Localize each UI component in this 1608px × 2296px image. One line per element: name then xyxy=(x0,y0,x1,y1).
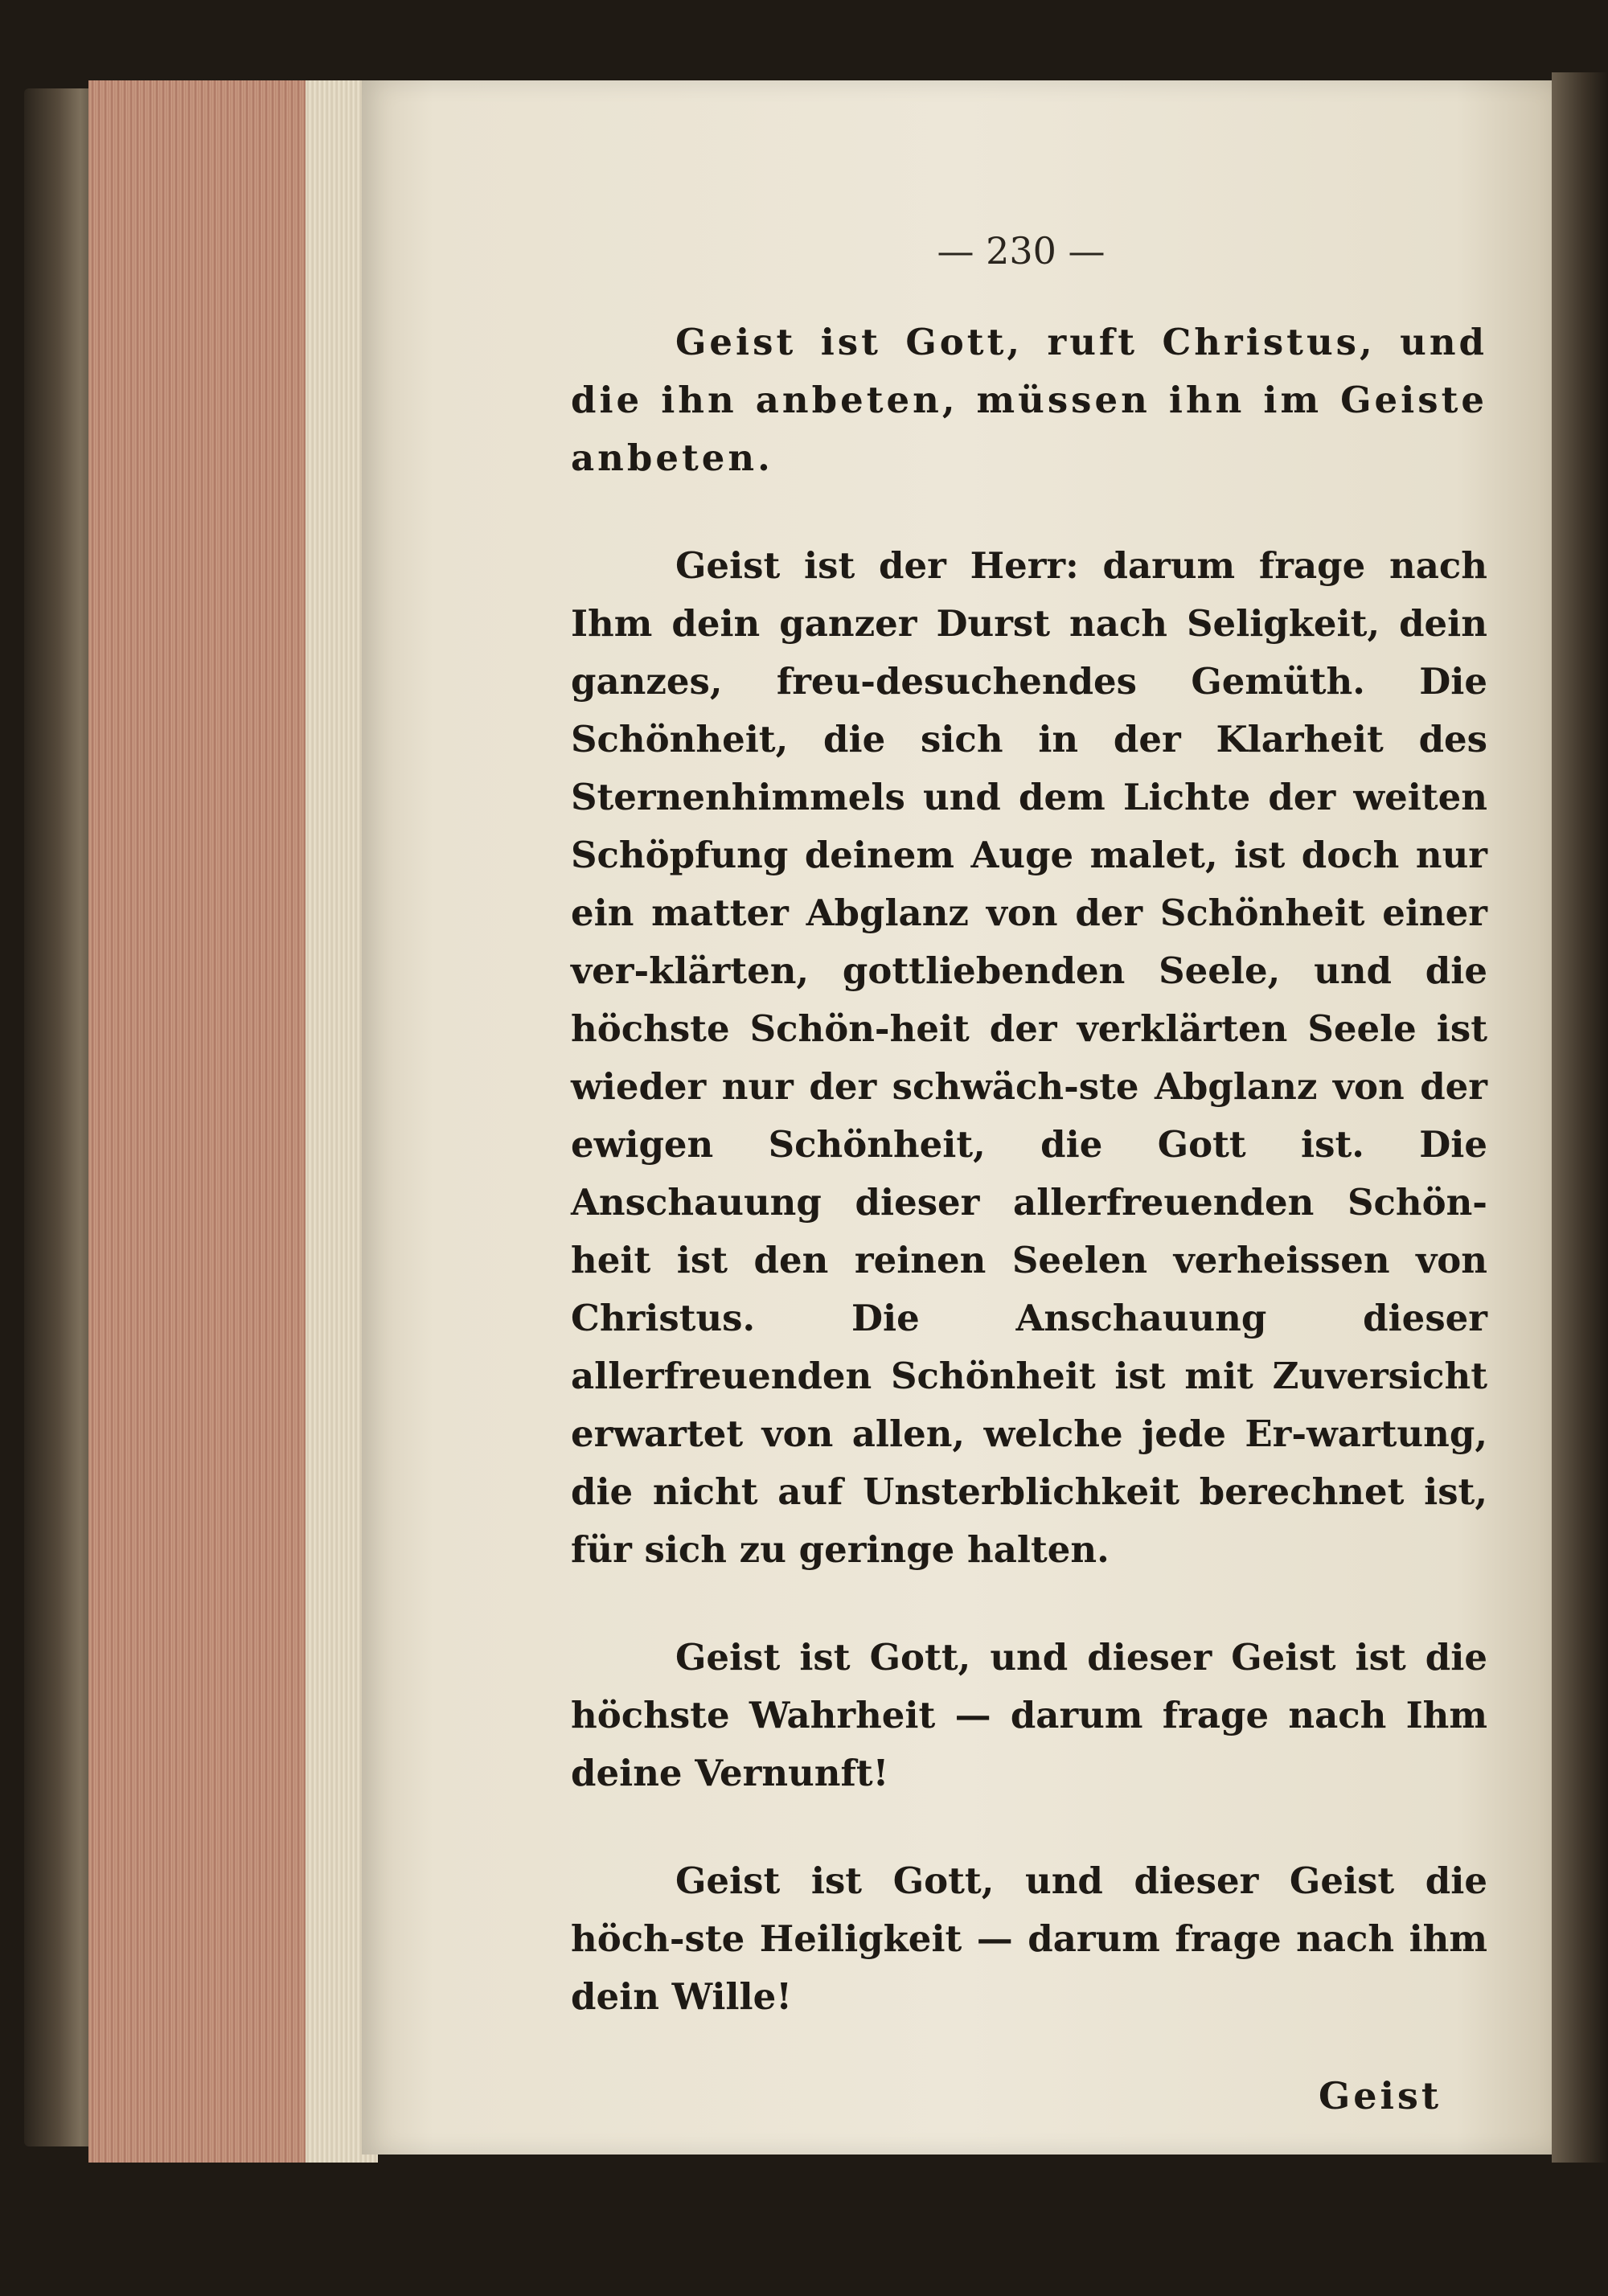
page-text xyxy=(571,314,1487,2026)
facing-page-edge xyxy=(1552,72,1608,2163)
page-number: — 230 — xyxy=(937,229,1106,273)
catchword: Geist xyxy=(1319,2074,1442,2118)
paragraph-1: Geist ist Gott, ruft Christus, und die ihn anbeten, müssen ihn im Geiste anbeten. xyxy=(571,321,1487,479)
paragraph-4: Geist ist Gott, und dieser Geist die höch-ste Heiligkeit — darum frage nach ihm dein Wille! xyxy=(571,1859,1487,2018)
paragraph-2: Geist ist der Herr: darum frage nach Ihm dein ganzer Durst nach Seligkeit, dein ganzes, freu-desuchendes Gemüth. Die Schönheit, die sich in der Klarheit des Sternenhimmels und dem Lichte der weiten Schöpfung deinem Auge malet, ist doch nur ein matter Abglanz von der Schönheit einer ver-klärten, gottliebenden Seele, und die höchste Schön-heit der verklärten Seele ist wieder nur der schwäch-ste Abglanz von der ewigen Schönheit, die Gott ist. Die Anschauung dieser allerfreuenden Schön-heit ist den reinen Seelen verheissen von Christus. Die Anschauung dieser allerfreuenden Schönheit ist mit Zuversicht erwartet von allen, welche jede Er-wartung, die nicht auf Unsterblichkeit berechnet ist, für sich zu geringe halten. xyxy=(571,544,1487,1571)
paragraph-3: Geist ist Gott, und dieser Geist ist die höchste Wahrheit — darum frage nach Ihm deine Vernunft! xyxy=(571,1636,1487,1794)
